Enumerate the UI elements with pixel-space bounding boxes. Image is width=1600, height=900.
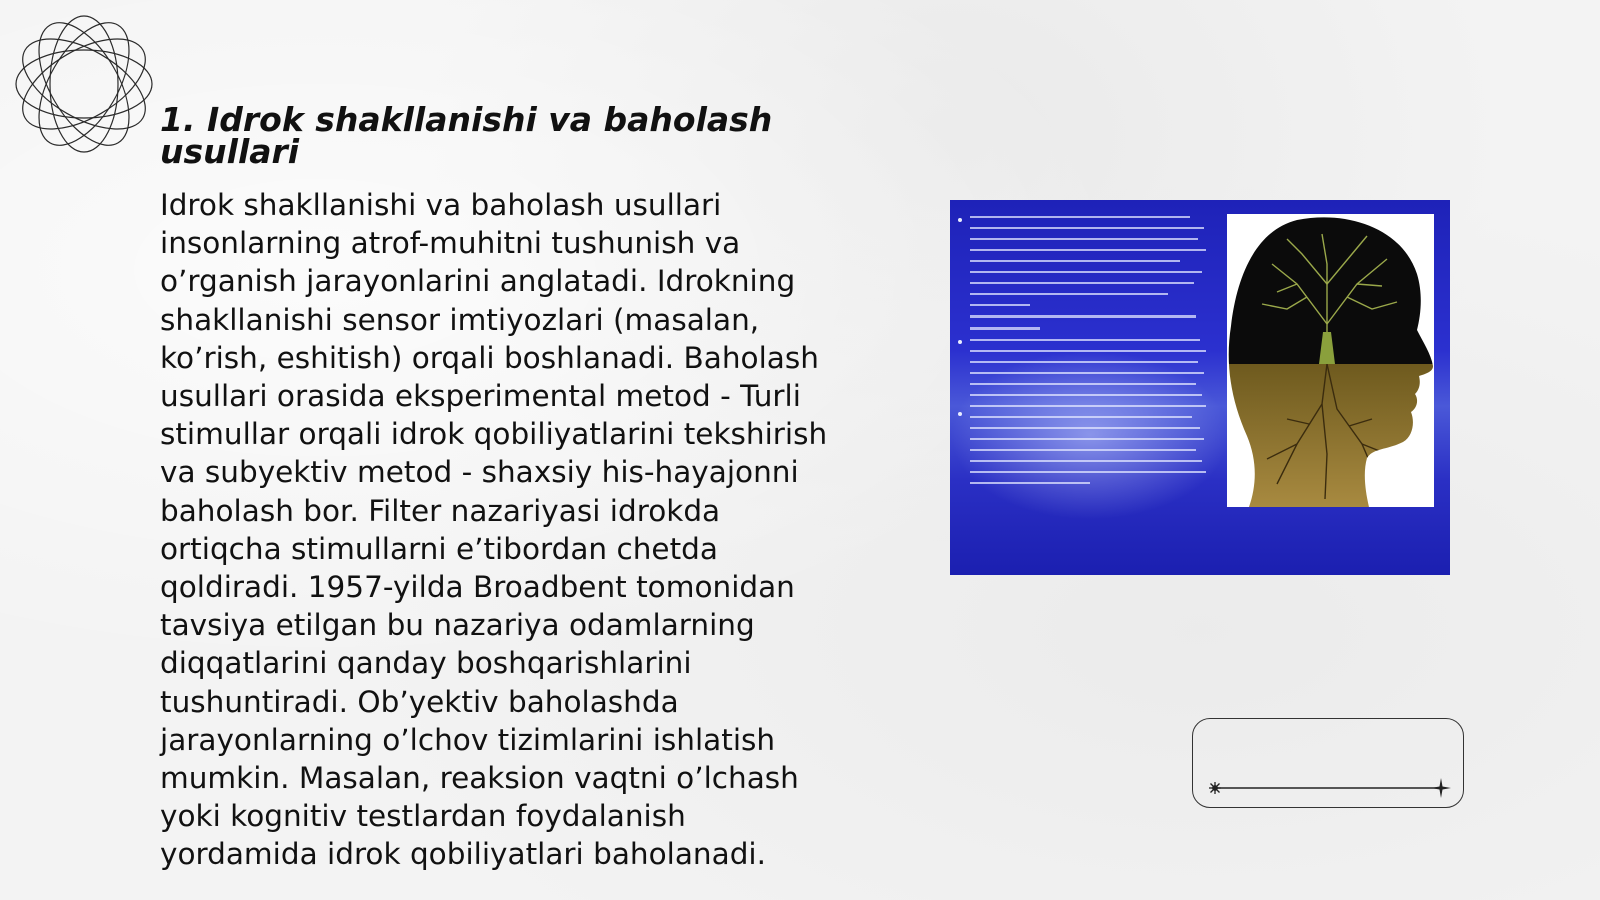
- plus-star-icon: [1431, 778, 1451, 798]
- slide-illustration: [950, 200, 1450, 575]
- slide-title: 1. Idrok shakllanishi va baholash usullari: [160, 100, 773, 171]
- head-tree-image: [1227, 214, 1434, 507]
- sparkle-icon: [1209, 782, 1221, 794]
- illustration-text-lines: [958, 216, 1216, 493]
- body-paragraph: Idrok shakllanishi va baholash usullari insonlarning atrof-muhitni tushunish va o’rganish jarayonlarini anglatadi. Idrokning shakllanishi sensor imtiyozlari (masalan, ko’rish, eshitish) orqali boshlanadi. Baholash usullari orasida eksperimental metod - Turli stimullar orqali idrok qobiliyatlarini tekshirish va subyektiv metod - shaxsiy his-hayajonni baholash bor. Filter nazariyasi idrokda ortiqcha stimullarni e’tibordan chetda qoldiradi. 1957-yilda Broadbent tomonidan tavsiya etilgan bu nazariya odamlarning diqqatlarini qanday boshqarishlarini tushuntiradi. Ob’yektiv baholashda jarayonlarning o’lchov tizimlarini ishlatish mumkin. Masalan, reaksion vaqtni o’lchash yoki kognitiv testlardan foydalanish yordamida idrok qobiliyatlari baholanadi.: [160, 188, 828, 872]
- timeline-decoration: [1192, 718, 1464, 808]
- circular-orbit-ornament-icon: [10, 10, 158, 158]
